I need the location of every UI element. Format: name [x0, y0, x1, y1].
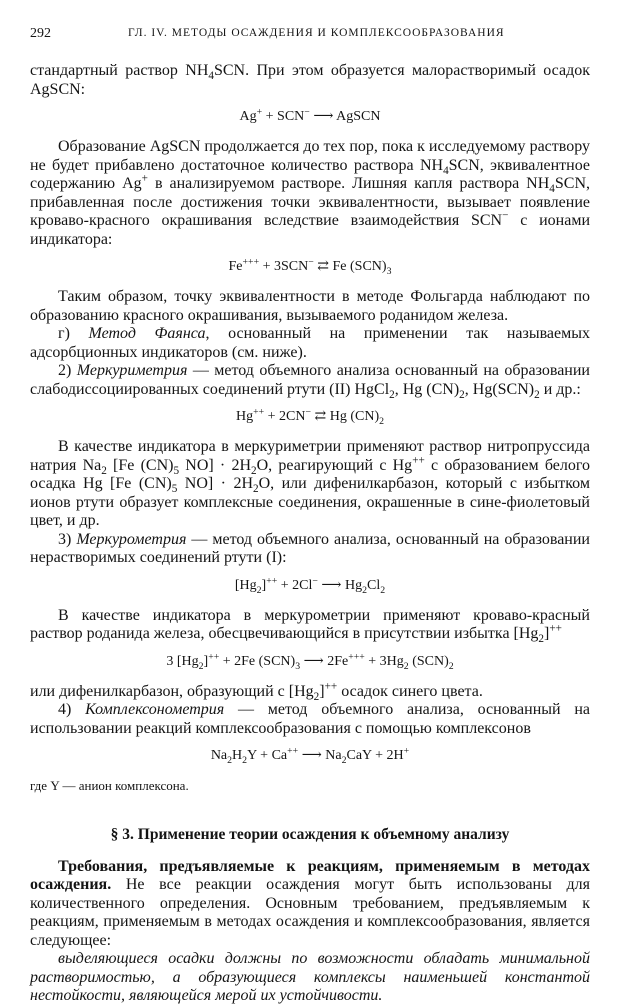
paragraph-5: 2) Меркуриметрия — метод объемного анализа основанный на образовании слабодиссоциированных соединений ртути (II) HgCl$_2$, Hg $(CN)_2$, $Hg(SCN)_2$ и др.:	[30, 362, 590, 401]
page-header	[30, 26, 590, 48]
footnote-y-definition: где Y — анион комплексона.	[30, 778, 189, 793]
equation-iron-mercury-exchange: 3 $[Hg_2]^{++} + 2Fe$ $(SCN)_3$ ⟶ $2Fe^{+++} + 3Hg_2$ $(SCN)_2$	[166, 650, 454, 672]
equation-agscn: Ag+ + SCN− ⟶ AgSCN	[239, 106, 381, 124]
section-heading: § 3. Применение теории осаждения к объемному анализу	[110, 825, 510, 843]
paragraph-3: Таким образом, точку эквивалентности в методе Фольгарда наблюдают по образованию красного окрашивания, вызываемого роданидом железа.	[30, 288, 590, 324]
running-title: ГЛ. IV. МЕТОДЫ ОСАЖДЕНИЯ И КОМПЛЕКСООБРАЗОВАНИЯ	[128, 27, 505, 39]
equation-iron-thiocyanate: Fe+++ + 3SCN− ⇄ Fe $(SCN)_3$	[228, 256, 392, 277]
paragraph-6: В качестве индикатора в меркуриметрии применяют раствор нитропруссида натрия $Na_2$ [Fe $(CN)_5$ $NO] \cdot 2H_2O$, реагирующий с Hg++ с образованием белого осадка Hg [Fe $(CN)_5$ $NO] \cdot 2H_2O$, или дифенилкарбазон, который с избытком ионов ртути образует комплексные соединения, окрашенные в сине-фиолетовый цвет, и др.	[30, 438, 591, 529]
page-body	[30, 62, 590, 1006]
paragraph-9: или дифенилкарбазон, образующий с $[Hg_2]^{++}$ осадок синего цвета.	[30, 680, 483, 703]
paragraph-12: выделяющиеся осадки должны по возможности обладать минимальной растворимостью, а образующиеся комплексы наименьшей константой нестойкости, являющейся мерой их устойчивости.	[30, 950, 590, 1004]
runin-heading: Требования, предъявляемые к реакциям, применяемым в методах осаждения.	[30, 857, 590, 893]
paragraph-8: В качестве индикатора в меркурометрии применяют кроваво-красный раствор роданида железа, обесцвечивающийся в присутствии избытка $[Hg_2]^{++}$	[30, 606, 590, 646]
equation-mercury-cyanide: Hg++ + 2CN− ⇄ Hg $(CN)_2$	[235, 406, 385, 427]
paragraph-11: Требования, предъявляемые к реакциям, применяемым в методах осаждения. Не все реакции осаждения могут быть использованы для количественного определения. Основным требованием, предъявляемым к реакциям, применяемым в методах осаждения и комплексообразования, является следующее:	[30, 857, 590, 949]
paragraph-10: 4) Комплексонометрия — метод объемного анализа, основанный на использовании реакций комплексообразования с помощью комплексонов	[30, 701, 591, 737]
page-number: 292	[30, 26, 51, 41]
paragraph-2: Образование AgSCN продолжается до тех пор, пока к исследуемому раствору не будет прибавлено достаточное количество раствора $NH_4SCN$, эквивалентное содержанию Ag+ в анализируемом растворе. Лишняя капля раствора $NH_4SCN$, прибавленная после достижения точки эквивалентности, вызывает появление кроваво-красного окрашивания вследствие взаимодействия SCN− с ионами индикатора:	[30, 138, 591, 248]
paragraph-7: 3) Меркурометрия — метод объемного анализа, основанный на образовании нерастворимых соединений ртути (I):	[30, 530, 590, 566]
equation-mercurous-chloride: $[Hg_2]^{++} + 2Cl^-$ ⟶ $Hg_2Cl_2$	[234, 574, 386, 596]
paragraph-1: стандартный раствор $NH_4SCN$. При этом образуется малорастворимый осадок AgSCN:	[30, 62, 590, 98]
paragraph-4: г) Метод Фаянса, основанный на применении так называемых адсорбционных индикаторов (см. ниже).	[30, 325, 591, 361]
equation-complexon: $Na_2H_2Y + Ca^{++}$ ⟶ $Na_2CaY + 2H^+$	[210, 745, 410, 766]
